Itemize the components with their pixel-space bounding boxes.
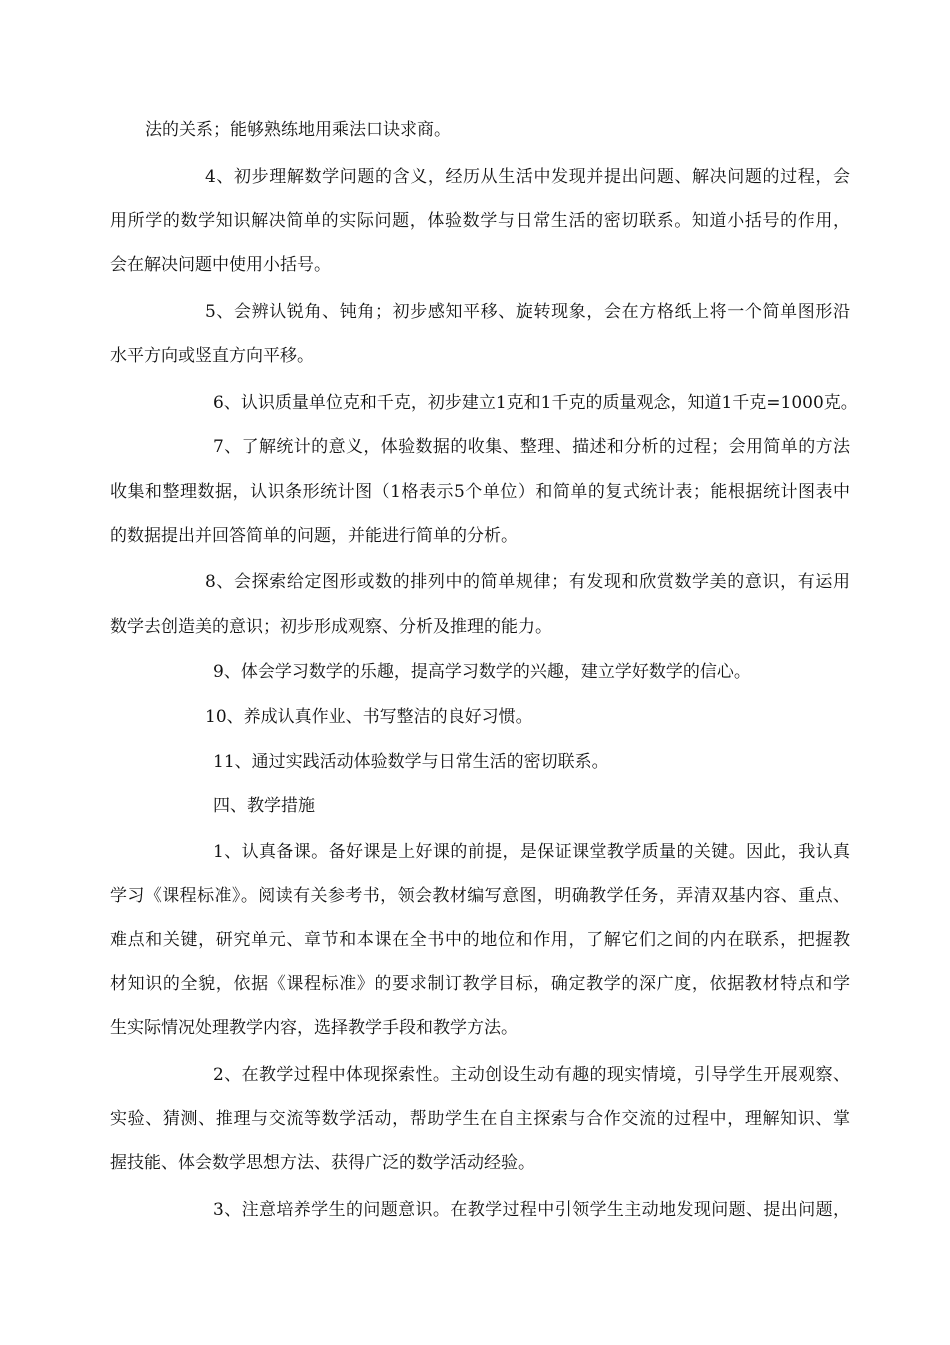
text-line: 数学去创造美的意识；初步形成观察、分析及推理的能力。 [110,617,552,637]
text-line: 法的关系；能够熟练地用乘法口诀求商。 [145,120,451,140]
text-line: 握技能、体会数学思想方法、获得广泛的数学活动经验。 [110,1153,535,1173]
text-line: 学习《课程标准》。阅读有关参考书，领会教材编写意图，明确教学任务，弄清双基内容、重点、 [110,886,850,906]
text-line: 5、会辨认锐角、钝角；初步感知平移、旋转现象，会在方格纸上将一个简单图形沿 [205,302,850,322]
text-line: 会在解决问题中使用小括号。 [110,255,331,275]
text-line: 用所学的数学知识解决简单的实际问题，体验数学与日常生活的密切联系。知道小括号的作用， [110,211,850,231]
text-line: 材知识的全貌，依据《课程标准》的要求制订教学目标，确定教学的深广度，依据教材特点和学 [110,974,850,994]
text-line: 水平方向或竖直方向平移。 [110,346,314,366]
text-line: 10、养成认真作业、书写整洁的良好习惯。 [205,707,533,727]
text-line: 11、通过实践活动体验数学与日常生活的密切联系。 [213,752,609,772]
text-line: 9、体会学习数学的乐趣，提高学习数学的兴趣，建立学好数学的信心。 [213,662,751,682]
text-line: 收集和整理数据，认识条形统计图（1格表示5个单位）和简单的复式统计表；能根据统计图表中 [110,482,850,502]
text-line: 4、初步理解数学问题的含义，经历从生活中发现并提出问题、解决问题的过程，会 [205,167,850,187]
text-line: 生实际情况处理教学内容，选择教学手段和教学方法。 [110,1018,518,1038]
text-line: 难点和关键，研究单元、章节和本课在全书中的地位和作用，了解它们之间的内在联系，把握教 [110,930,850,950]
text-line: 2、在教学过程中体现探索性。主动创设生动有趣的现实情境，引导学生开展观察、 [213,1065,850,1085]
text-line: 6、认识质量单位克和千克，初步建立1克和1千克的质量观念，知道1千克=1000克。 [213,393,858,413]
text-line: 8、会探索给定图形或数的排列中的简单规律；有发现和欣赏数学美的意识，有运用 [205,572,850,592]
text-line: 7、了解统计的意义，体验数据的收集、整理、描述和分析的过程；会用简单的方法 [213,437,850,457]
section-heading: 四、教学措施 [213,796,315,816]
text-line: 的数据提出并回答简单的问题，并能进行简单的分析。 [110,526,518,546]
text-line: 1、认真备课。备好课是上好课的前提，是保证课堂教学质量的关键。因此，我认真 [213,842,850,862]
text-line: 3、注意培养学生的问题意识。在教学过程中引领学生主动地发现问题、提出问题， [213,1200,850,1220]
text-line: 实验、猜测、推理与交流等数学活动，帮助学生在自主探索与合作交流的过程中，理解知识、掌 [110,1109,850,1129]
